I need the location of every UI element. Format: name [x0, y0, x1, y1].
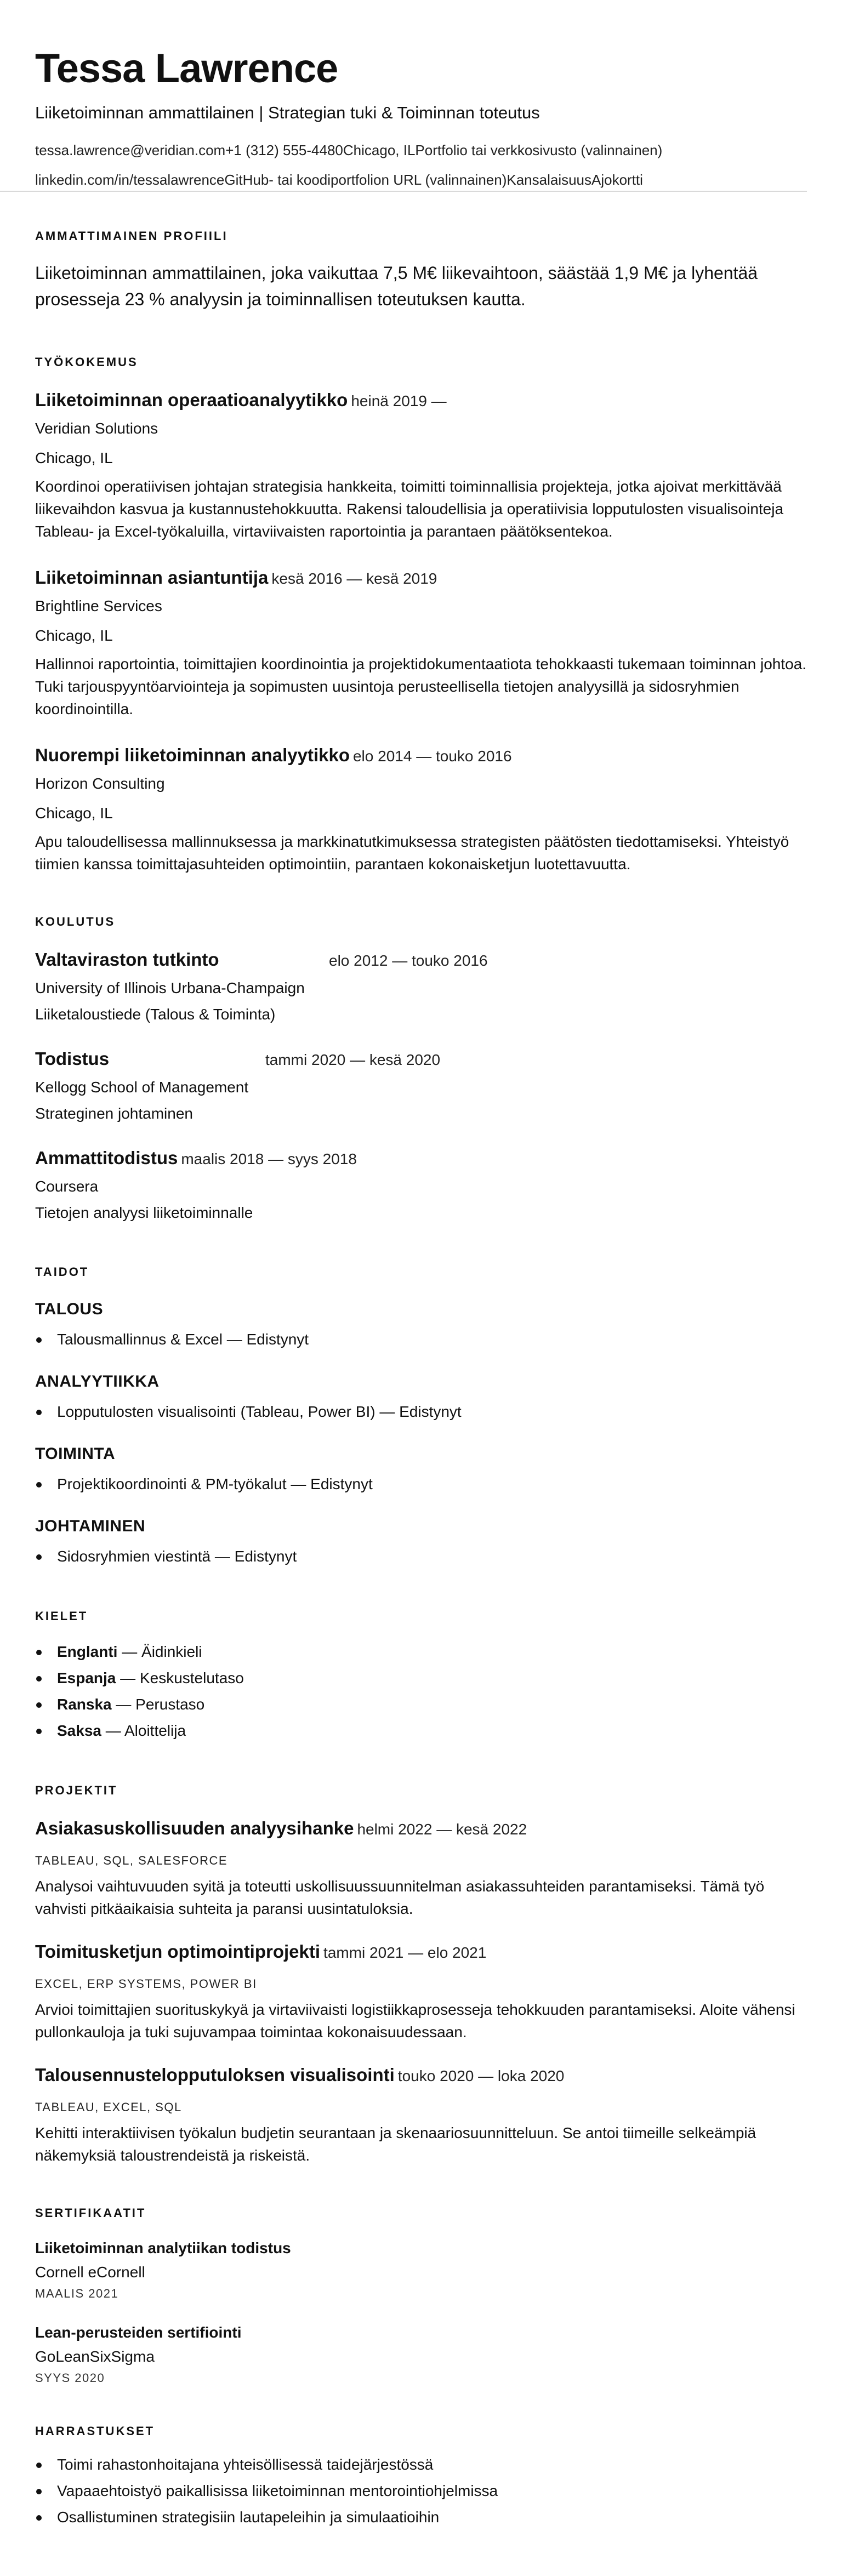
resume-header [35, 44, 807, 192]
language-name: Espanja [57, 1669, 116, 1686]
hobby-list [35, 2452, 807, 2531]
job-company: Brightline Services [35, 597, 162, 614]
language-item [35, 1718, 807, 1744]
certification-item [35, 2321, 807, 2387]
hobbies-heading: HARRASTUKSET [35, 2424, 155, 2438]
skill-list [35, 1543, 807, 1570]
project-item [35, 1940, 807, 2043]
education-dates: tammi 2020 — kesä 2020 [265, 1051, 441, 1068]
language-item [35, 1665, 807, 1691]
certification-item [35, 2237, 807, 2303]
field-of-study: Liiketaloustiede (Talous & Toiminta) [35, 1006, 276, 1023]
language-name: Saksa [57, 1722, 101, 1739]
language-item [35, 1639, 807, 1665]
projects-heading: PROJEKTIT [35, 1783, 118, 1797]
headline: Liiketoiminnan ammattilainen | Strategian tuki & Toiminnan toteutus [35, 103, 540, 122]
language-level: — Äidinkieli [117, 1643, 202, 1660]
job-description: Hallinnoi raportointia, toimittajien koordinointia ja projektidokumentaatiota tehokkaasti tukemaan toiminnan johtoa. Tuki tarjouspyyntöarviointeja ja sopimusten uusintoja perusteellisella tietojen analyysillä ja sidosryhmien koordinointilla. [35, 656, 807, 717]
education-dates: elo 2012 — touko 2016 [329, 952, 488, 969]
school-name: Coursera [35, 1178, 99, 1195]
certification-name: Lean-perusteiden sertifiointi [35, 2324, 242, 2341]
project-description: Arvioi toimittajien suorituskykyä ja virtaviivaisti logistiikkaprosesseja tehokkuuden parantamiseksi. Aloite vähensi pullonkauloja ja tuki sujuvampaa toimintaa kokonaisuudessaan. [35, 2001, 795, 2041]
contact-citizenship: Kansalaisuus [507, 172, 592, 188]
profile-section [35, 228, 807, 312]
job-description: Apu taloudellisessa mallinnuksessa ja markkinatutkimuksessa strategisten päätösten tiedottamiseksi. Yhteistyö tiimien kanssa toimittajasuhteiden optimointiin, parantaen kokonaisketjun luotettavuutta. [35, 833, 789, 873]
certification-date: MAALIS 2021 [35, 2287, 119, 2300]
experience-section [35, 354, 807, 875]
project-dates: tammi 2021 — elo 2021 [323, 1944, 487, 1961]
contact-license: Ajokortti [591, 172, 643, 188]
certifications-section [35, 2205, 807, 2387]
job-description: Koordinoi operatiivisen johtajan strategisia hankkeita, toimitti toiminnallisia projekteja, jotka ajoivat merkittävää liikevaihdon kasvua ja kustannustehokkuutta. Rakensi taloudellisia ja operatiivisia lopputulosten visualisointeja Tableau- ja Excel-työkaluilla, virtaviivaisten raportointia ja parantaen päätöksentekoa. [35, 478, 784, 540]
project-tags: TABLEAU, EXCEL, SQL [35, 2100, 182, 2114]
language-name: Ranska [57, 1696, 112, 1713]
project-tags: EXCEL, ERP SYSTEMS, POWER BI [35, 1977, 257, 1991]
skill-list [35, 1326, 807, 1353]
skill-category: ANALYYTIIKKA [35, 1372, 160, 1390]
school-name: University of Illinois Urbana-Champaign [35, 979, 305, 996]
skills-heading: TAIDOT [35, 1265, 89, 1279]
project-dates: helmi 2022 — kesä 2022 [357, 1821, 527, 1838]
job-title: Nuorempi liiketoiminnan analyytikko [35, 745, 350, 765]
skills-section [35, 1264, 807, 1570]
language-level: — Perustaso [111, 1696, 205, 1713]
project-name: Asiakasuskollisuuden analyysihanke [35, 1818, 354, 1838]
experience-item [35, 388, 807, 543]
education-heading: KOULUTUS [35, 915, 116, 928]
education-item [35, 948, 807, 1027]
experience-item [35, 743, 807, 875]
contact-row-secondary [35, 170, 807, 190]
project-name: Talousennustelopputuloksen visualisointi [35, 2065, 395, 2085]
field-of-study: Strateginen johtaminen [35, 1105, 193, 1122]
job-location: Chicago, IL [35, 627, 113, 644]
contact-row-primary [35, 140, 807, 160]
degree-title: Todistus [35, 1048, 110, 1069]
education-item [35, 1146, 807, 1226]
job-dates: kesä 2016 — kesä 2019 [271, 570, 437, 587]
certification-issuer: Cornell eCornell [35, 2264, 145, 2281]
contact-email[interactable]: tessa.lawrence@veridian.com [35, 142, 226, 158]
skill-item: Projektikoordinointi & PM-työkalut — Edistynyt [35, 1471, 807, 1497]
hobby-item: Toimi rahastonhoitajana yhteisöllisessä taidejärjestössä [35, 2452, 807, 2478]
job-location: Chicago, IL [35, 805, 113, 822]
skill-category: TOIMINTA [35, 1445, 116, 1463]
contact-portfolio[interactable]: Portfolio tai verkkosivusto (valinnainen) [415, 142, 663, 158]
candidate-name: Tessa Lawrence [35, 45, 338, 91]
degree-title: Valtaviraston tutkinto [35, 949, 219, 970]
language-list [35, 1639, 807, 1744]
education-dates: maalis 2018 — syys 2018 [181, 1150, 357, 1167]
certification-date: SYYS 2020 [35, 2371, 105, 2385]
project-tags: TABLEAU, SQL, SALESFORCE [35, 1854, 228, 1867]
header-divider [0, 191, 807, 192]
languages-heading: KIELET [35, 1609, 88, 1623]
contact-location: Chicago, IL [343, 142, 416, 158]
experience-heading: TYÖKOKEMUS [35, 355, 138, 369]
job-company: Veridian Solutions [35, 420, 158, 437]
language-level: — Keskustelutaso [116, 1669, 244, 1686]
hobby-item: Vapaaehtoistyö paikallisissa liiketoiminnan mentorointiohjelmissa [35, 2478, 807, 2504]
job-title: Liiketoiminnan asiantuntija [35, 567, 269, 588]
skill-item: Talousmallinnus & Excel — Edistynyt [35, 1326, 807, 1353]
hobby-item: Osallistuminen strategisiin lautapeleihin ja simulaatioihin [35, 2504, 807, 2531]
skill-item: Lopputulosten visualisointi (Tableau, Power BI) — Edistynyt [35, 1399, 807, 1425]
contact-github[interactable]: GitHub- tai koodiportfolion URL (valinnainen) [224, 172, 507, 188]
profile-text: Liiketoiminnan ammattilainen, joka vaikuttaa 7,5 M€ liikevaihtoon, säästää 1,9 M€ ja lyhentää prosesseja 23 % analyysin ja toiminnallisen toteutuksen kautta. [35, 263, 758, 309]
languages-section [35, 1608, 807, 1744]
project-item [35, 1816, 807, 1920]
job-company: Horizon Consulting [35, 775, 165, 792]
experience-item [35, 566, 807, 720]
project-description: Analysoi vaihtuvuuden syitä ja toteutti uskollisuussuunnitelman asiakassuhteiden parantamiseksi. Tämä työ vahvisti pitkäaikaisia suhteita ja paransi uusintatuloksia. [35, 1878, 765, 1917]
language-level: — Aloittelija [101, 1722, 186, 1739]
education-item [35, 1047, 807, 1126]
skill-list [35, 1399, 807, 1425]
field-of-study: Tietojen analyysi liiketoiminnalle [35, 1204, 253, 1221]
job-location: Chicago, IL [35, 449, 113, 466]
project-dates: touko 2020 — loka 2020 [397, 2067, 565, 2084]
degree-title: Ammattitodistus [35, 1148, 178, 1168]
certifications-heading: SERTIFIKAATIT [35, 2206, 146, 2220]
certification-name: Liiketoiminnan analytiikan todistus [35, 2239, 291, 2256]
contact-phone[interactable]: +1 (312) 555-4480 [225, 142, 343, 158]
skill-item: Sidosryhmien viestintä — Edistynyt [35, 1543, 807, 1570]
project-name: Toimitusketjun optimointiprojekti [35, 1941, 321, 1962]
skill-list [35, 1471, 807, 1497]
skill-category: JOHTAMINEN [35, 1517, 146, 1535]
skill-category: TALOUS [35, 1300, 104, 1318]
projects-section [35, 1782, 807, 2167]
school-name: Kellogg School of Management [35, 1079, 249, 1096]
project-description: Kehitti interaktiivisen työkalun budjetin seurantaan ja skenaariosuunnitteluun. Se antoi tiimeille selkeämpiä näkemyksiä taloustrendeistä ja riskeistä. [35, 2124, 756, 2164]
job-dates: elo 2014 — touko 2016 [352, 748, 512, 765]
job-title: Liiketoiminnan operaatioanalyytikko [35, 390, 348, 410]
language-item [35, 1691, 807, 1718]
profile-heading: AMMATTIMAINEN PROFIILI [35, 229, 228, 243]
job-dates: heinä 2019 — [351, 392, 447, 409]
hobbies-section [35, 2423, 807, 2531]
certification-issuer: GoLeanSixSigma [35, 2348, 155, 2365]
project-item [35, 2063, 807, 2167]
contact-linkedin[interactable]: linkedin.com/in/tessalawrence [35, 172, 225, 188]
education-section [35, 914, 807, 1226]
language-name: Englanti [57, 1643, 118, 1660]
